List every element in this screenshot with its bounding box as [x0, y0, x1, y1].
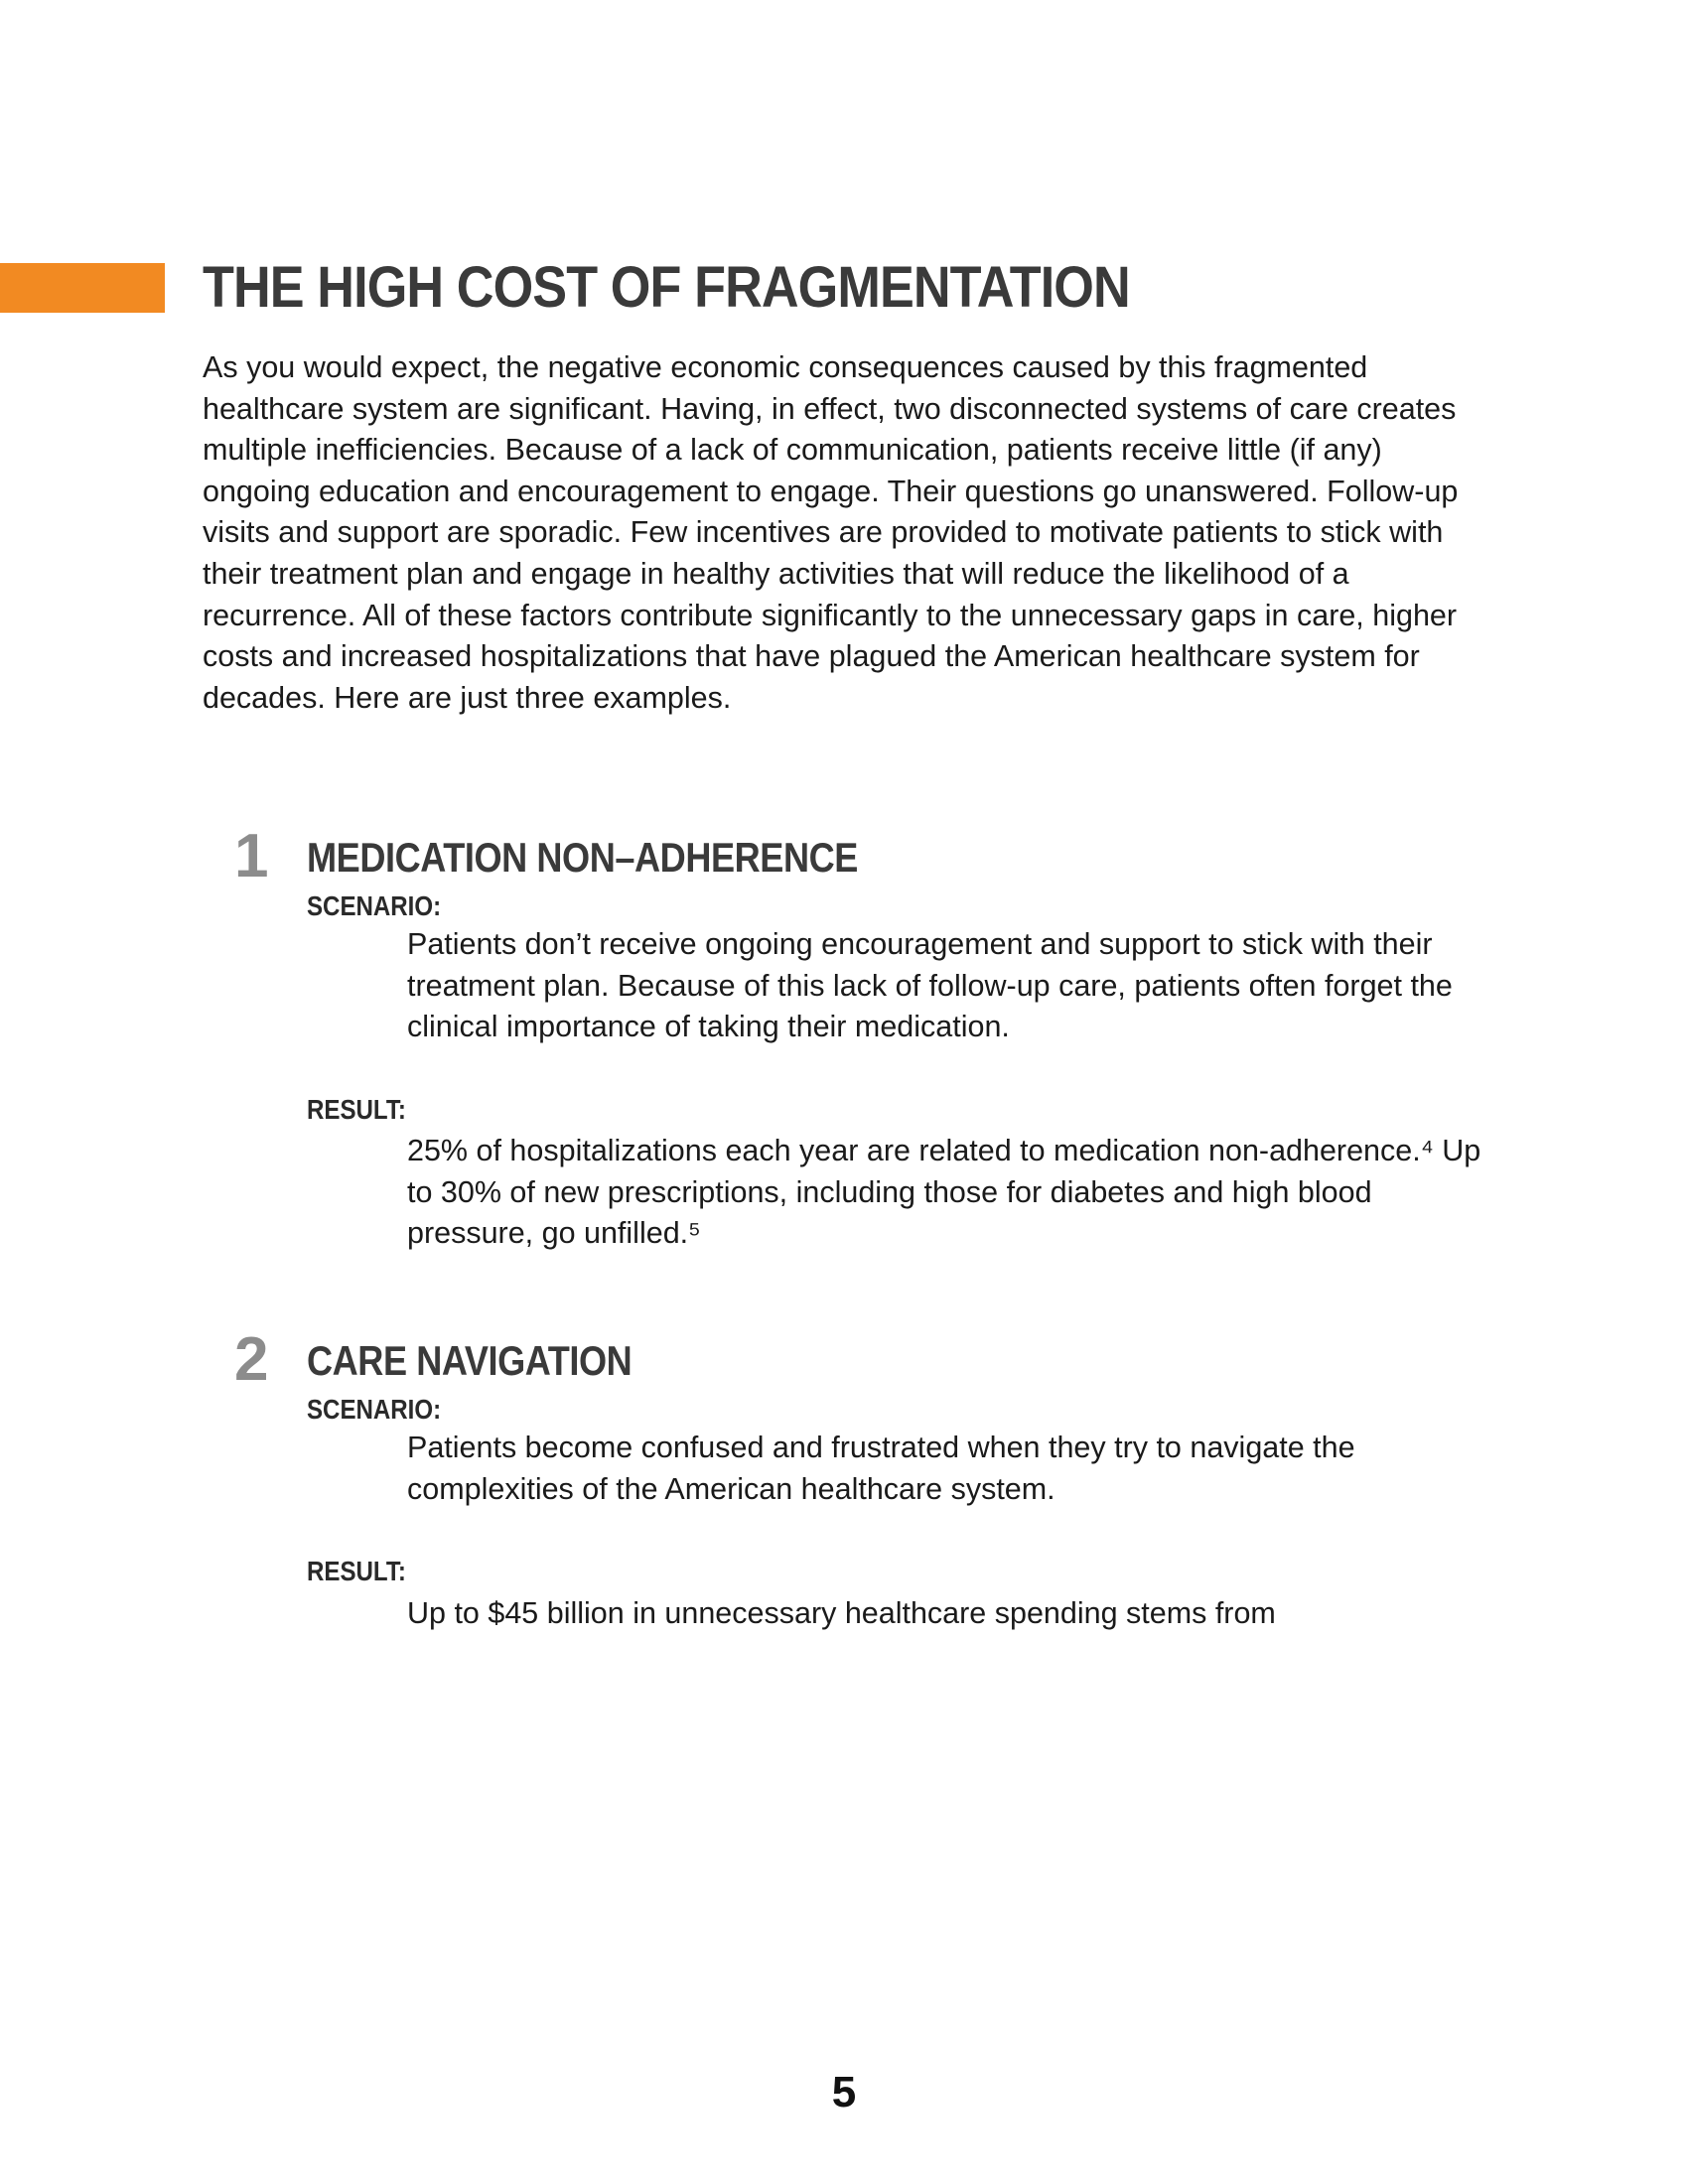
page-title: THE HIGH COST OF FRAGMENTATION	[203, 255, 1130, 320]
result-text: Up to $45 billion in unnecessary healthcare spending stems from	[407, 1596, 1276, 1630]
result-label: RESULT:	[307, 1094, 406, 1125]
result-label: RESULT:	[307, 1556, 406, 1586]
scenario-label: SCENARIO:	[307, 1394, 442, 1425]
section-number: 2	[234, 1325, 269, 1394]
section-title: MEDICATION NON–ADHERENCE	[307, 834, 858, 881]
section-title: CARE NAVIGATION	[307, 1337, 633, 1384]
intro-paragraph: As you would expect, the negative economic consequences caused by this fragmented healthcare system are significant. Having, in effect, two disconnected systems of care creates multiple inefficiencies. Because of a lack of communication, patients receive little (if any) ongoing education and encouragement to engage. Their questions go unanswered. Follow-up visits and support are sporadic. Few incentives are provided to motivate patients to stick with their treatment plan and engage in healthy activities that will reduce the likelihood of a recurrence. All of these factors contribute significantly to the unnecessary gaps in care, higher costs and increased hospitalizations that have plagued the American healthcare system for decades. Here are just three examples.	[203, 350, 1459, 715]
section-number: 1	[234, 822, 269, 890]
scenario-label: SCENARIO:	[307, 890, 442, 921]
scenario-text: Patients become confused and frustrated when they try to navigate the complexities of the American healthcare system.	[407, 1431, 1355, 1506]
result-text: 25% of hospitalizations each year are related to medication non-adherence.⁴ Up to 30% of new prescriptions, including those for diabetes and high blood pressure, go unfilled.⁵	[407, 1134, 1481, 1251]
page-number: 5	[831, 2068, 857, 2116]
title-accent-bar	[0, 263, 165, 313]
scenario-text: Patients don’t receive ongoing encouragement and support to stick with their treatment plan. Because of this lack of follow-up care, patients often forget the clinical importance of taking their medication.	[407, 927, 1453, 1044]
